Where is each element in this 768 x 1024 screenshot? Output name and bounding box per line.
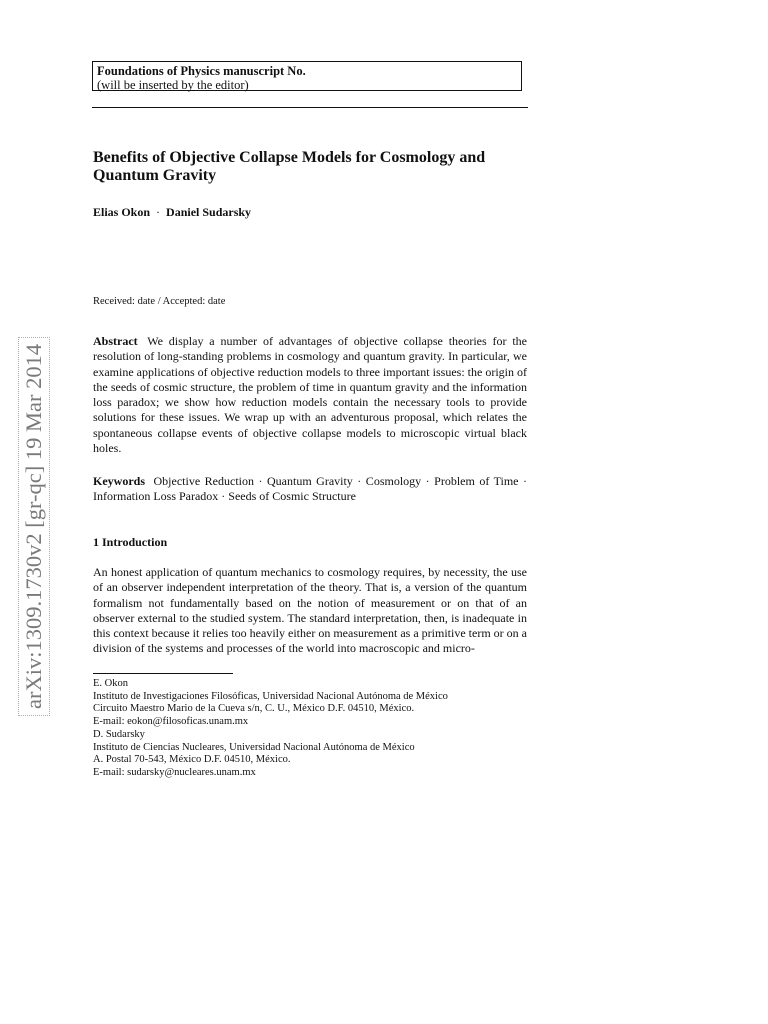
affiliation-name: E. Okon bbox=[93, 678, 128, 689]
keywords-text: Objective Reduction · Quantum Gravity · Cosmology · Problem of Time · Information Loss Paradox · Seeds of Cosmic Structure bbox=[93, 474, 528, 504]
affiliation-institute: Instituto de Ciencias Nucleares, Universidad Nacional Autónoma de México bbox=[93, 741, 415, 753]
affiliation-address: A. Postal 70-543, México D.F. 04510, México. bbox=[93, 754, 291, 766]
journal-header-box bbox=[92, 61, 522, 91]
paper-title: Benefits of Objective Collapse Models for Cosmology and Quantum Gravity bbox=[93, 149, 486, 184]
affiliation-address: Circuito Maestro Mario de la Cueva s/n, C. U., México D.F. 04510, México. bbox=[93, 703, 415, 715]
affiliation-okon bbox=[93, 678, 533, 729]
affiliation-email: E-mail: sudarsky@nucleares.unam.mx bbox=[93, 767, 256, 779]
affiliation-sudarsky bbox=[93, 729, 533, 780]
affiliation-institute: Instituto de Investigaciones Filosóficas, Universidad Nacional Autónoma de México bbox=[93, 690, 448, 702]
author-sudarsky: Daniel Sudarsky bbox=[166, 205, 252, 219]
introduction-paragraph: An honest application of quantum mechanics to cosmology requires, by necessity, the use of an observer independent interpretation of the theory. That is, a version of the quantum formalism not fundamentally based on the notion of measurement or on that of an observer external to the studied system. The standard interpretation, then, is inadequate in this context because it relies too heavily either on measurement as a primitive term or on a division of the systems and processes of the world into macroscopic and micro- bbox=[93, 565, 527, 656]
arxiv-identifier-stamp: arXiv:1309.1730v2 [gr-qc] 19 Mar 2014 bbox=[18, 337, 50, 716]
journal-name: Foundations of Physics manuscript No. bbox=[97, 64, 306, 78]
abstract bbox=[93, 334, 527, 456]
header-rule bbox=[92, 107, 528, 108]
author-separator: · bbox=[156, 205, 161, 219]
author-okon: Elias Okon bbox=[93, 205, 151, 219]
abstract-text: We display a number of advantages of objective collapse theories for the resolution of long-standing problems in cosmology and quantum gravity. In particular, we examine applications of objective reduction models to three important issues: the origin of the seeds of cosmic structure, the problem of time in quantum gravity and the information loss paradox; we show how reduction models contain the necessary tools to provide solutions for these issues. We wrap up with an adventurous proposal, which relates the spontaneous collapse events of objective collapse models to microscopic virtual black holes. bbox=[93, 334, 527, 456]
editor-note: (will be inserted by the editor) bbox=[97, 78, 249, 92]
keywords bbox=[93, 474, 527, 505]
section-heading-introduction: 1 Introduction bbox=[93, 535, 168, 549]
received-date: Received: date / Accepted: date bbox=[93, 296, 226, 307]
footnote-rule bbox=[93, 673, 233, 674]
abstract-label: Abstract bbox=[93, 334, 138, 348]
author-line bbox=[93, 205, 251, 220]
keywords-label: Keywords bbox=[93, 474, 145, 488]
affiliation-email: E-mail: eokon@filosoficas.unam.mx bbox=[93, 716, 249, 728]
affiliation-name: D. Sudarsky bbox=[93, 729, 145, 740]
